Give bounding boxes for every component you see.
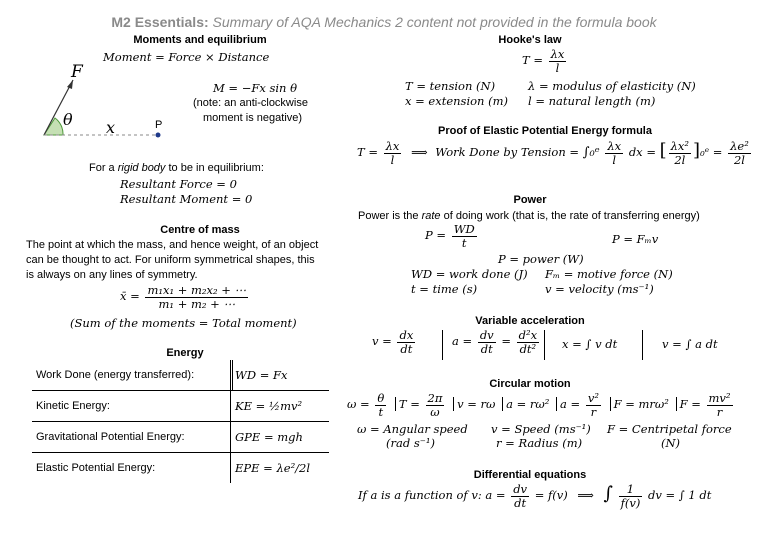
rigid-body-text: For a rigid body to be in equilibrium: <box>89 162 264 174</box>
table-row <box>32 360 329 391</box>
power-def-t: t = time (s) <box>411 282 478 296</box>
moment-note-2: moment is negative) <box>203 112 303 124</box>
variable-x-int: x = ∫ v dt <box>562 337 618 351</box>
power-def-wd: WD = work done (J) <box>411 267 528 281</box>
energy-formula: GPE = mgh <box>231 422 330 453</box>
power-heading: Power <box>513 194 547 206</box>
title-bold: M2 Essentials: <box>111 14 209 30</box>
variable-divider-1 <box>442 330 443 360</box>
energy-label: Work Done (energy transferred): <box>36 369 195 381</box>
hooke-def-length: l = natural length (m) <box>528 94 656 108</box>
hooke-def-modulus: λ = modulus of elasticity (N) <box>528 79 696 93</box>
circular-def-omega: ω = Angular speed <box>357 422 468 436</box>
angle-wedge <box>44 118 63 135</box>
variable-v: v = $\frac{dx}{dt}$ <box>372 328 414 356</box>
diffeq-formula: If a is a function of v: a = $\frac{dv}{dt}$ = f(v) ⟹ ∫ $\frac{1}{f(v)}$ dv = ∫ 1 dt <box>358 482 712 510</box>
energy-label: Elastic Potential Energy: <box>36 462 156 474</box>
com-sum-note: (Sum of the moments = Total moment) <box>70 316 297 330</box>
title-italic: Summary of AQA Mechanics 2 content not provided in the formula book <box>212 14 657 30</box>
power-def-v: v = velocity (ms⁻¹) <box>545 282 654 296</box>
variable-a: a = $\frac{dv}{dt}$ = $\frac{\text{d²x}}{\text{dt²}}$ <box>452 328 538 356</box>
com-formula: x̄ = $\frac{\text{m₁x₁ + m₂x₂ + ⋯}}{\text{m₁ + m₂ + ⋯}}$ <box>120 283 247 311</box>
power-definition: Power is the rate of doing work (that is, the rate of transferring energy) <box>358 210 700 222</box>
table-row <box>32 422 329 453</box>
circular-formulas: ω = $\frac{\theta}{t}$ T = $\frac{2\pi}{\omega}$ v = rω a = rω² a = $\frac{\text{v²}}{r}$ F = mrω² F = $\frac{\text{mv²}}{r}$ <box>347 391 731 419</box>
page-title <box>0 14 768 30</box>
energy-label: Kinetic Energy: <box>36 400 110 412</box>
variable-heading: Variable acceleration <box>475 315 585 327</box>
variable-v-int: v = ∫ a dt <box>662 337 718 351</box>
table-row <box>32 391 329 422</box>
point-label: P <box>155 119 163 131</box>
energy-formula: WD = Fx <box>231 360 330 391</box>
equilibrium-moment: Resultant Moment = 0 <box>120 192 253 206</box>
energy-table <box>32 360 329 483</box>
moment-equation: M = −Fx sin θ <box>213 81 298 95</box>
energy-heading: Energy <box>166 347 204 359</box>
hooke-def-extension: x = extension (m) <box>405 94 509 108</box>
power-def-p: P = power (W) <box>498 252 584 266</box>
circular-def-force-unit: (N) <box>661 436 681 450</box>
circular-def-force: F = Centripetal force <box>607 422 732 436</box>
moments-heading: Moments and equilibrium <box>133 34 267 46</box>
angle-label: θ <box>63 110 73 129</box>
diffeq-heading: Differential equations <box>473 469 587 481</box>
equilibrium-force: Resultant Force = 0 <box>120 177 237 191</box>
pivot-point <box>156 133 161 138</box>
energy-formula: KE = ½mv² <box>231 391 330 422</box>
variable-divider-3 <box>642 330 643 360</box>
power-formula-2: P = Fₘv <box>612 232 659 246</box>
circular-def-speed: v = Speed (ms⁻¹) <box>491 422 591 436</box>
com-para-3: is always on any lines of symmetry. <box>26 269 198 281</box>
moment-formula: Moment = Force × Distance <box>103 50 270 64</box>
proof-formula: T = $\frac{\lambda x}{l}$ ⟹ Work Done by Tension = ∫₀ᵉ $\frac{\lambda x}{l}$ dx = [ $\frac{\text{λx²}}{2l}$ ]₀ᵉ = $\frac{\text{λe²}}{2l}$ <box>357 139 749 167</box>
hooke-def-tension: T = tension (N) <box>405 79 496 93</box>
power-formula-1: P = $\frac{WD}{t}$ <box>425 222 475 250</box>
force-label: F <box>71 62 83 82</box>
proof-heading: Proof of Elastic Potential Energy formula <box>438 125 652 137</box>
moment-diagram <box>30 60 180 145</box>
variable-divider-2 <box>544 330 545 360</box>
com-para-1: The point at which the mass, and hence weight, of an object <box>26 239 319 251</box>
power-def-fm: Fₘ = motive force (N) <box>545 267 673 281</box>
table-row <box>32 453 329 484</box>
circular-def-omega-unit: (rad s⁻¹) <box>386 436 435 450</box>
com-heading: Centre of mass <box>160 224 240 236</box>
energy-formula: EPE = λe²/2l <box>231 453 330 484</box>
hooke-formula: T = $\frac{\lambda x}{l}$ <box>522 47 565 75</box>
moment-note-1: (note: an anti-clockwise <box>193 97 308 109</box>
hooke-heading: Hooke's law <box>498 34 562 46</box>
energy-label: Gravitational Potential Energy: <box>36 431 185 443</box>
circular-def-radius: r = Radius (m) <box>496 436 583 450</box>
circular-heading: Circular motion <box>489 378 571 390</box>
com-para-2: can be thought to act. For uniform symmetrical shapes, this <box>26 254 315 266</box>
distance-label: x <box>106 118 116 137</box>
